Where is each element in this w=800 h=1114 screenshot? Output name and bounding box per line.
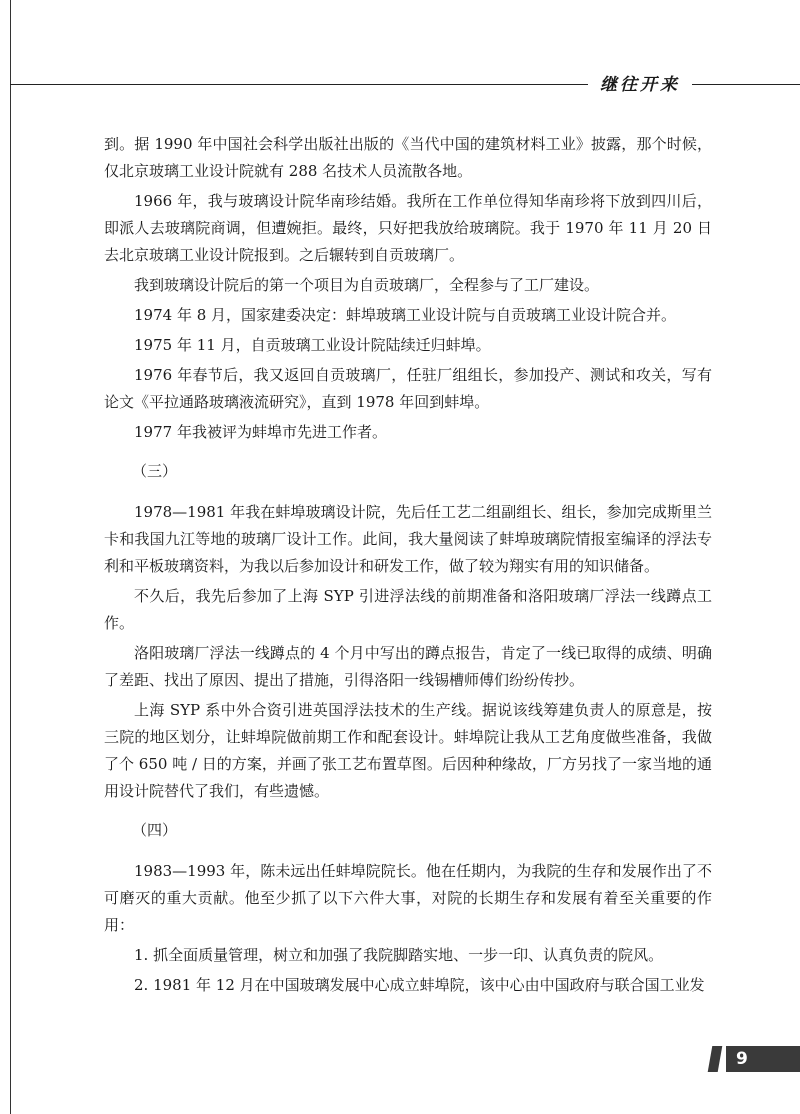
- paragraph: 我到玻璃设计院后的第一个项目为自贡玻璃厂，全程参与了工厂建设。: [134, 276, 600, 294]
- paragraph: 不久后，我先后参加了上海 SYP 引进浮法线的前期准备和洛阳玻璃厂浮法一线蹲点工作。: [104, 587, 712, 632]
- body-text: [104, 131, 712, 1002]
- list-item: 2. 1981 年 12 月在中国玻璃发展中心成立蚌埠院，该中心由中国政府与联合国工业发: [134, 976, 705, 994]
- paragraph: 1974 年 8 月，国家建委决定：蚌埠玻璃工业设计院与自贡玻璃工业设计院合并。: [134, 306, 677, 324]
- list-item: 1. 抓全面质量管理，树立和加强了我院脚踏实地、一步一印、认真负责的院风。: [134, 946, 664, 964]
- paragraph: 1983—1993 年，陈未远出任蚌埠院院长。他在任期内，为我院的生存和发展作出了不可磨灭的重大贡献。他至少抓了以下六件大事，对院的长期生存和发展有着至关重要的作用：: [104, 862, 712, 934]
- paragraph: 上海 SYP 系中外合资引进英国浮法技术的生产线。据说该线筹建负责人的原意是，按三院的地区划分，让蚌埠院做前期工作和配套设计。蚌埠院让我从工艺角度做些准备，我做了个 650 吨 / 日的方案，并画了张工艺布置草图。后因种种缘故，厂方另找了一家当地的通用设计院替代了我们，有些遗憾。: [104, 701, 712, 800]
- section-heading: （四）: [132, 821, 178, 839]
- paragraph: 1977 年我被评为蚌埠市先进工作者。: [134, 423, 387, 441]
- page-number: 9: [726, 1046, 800, 1072]
- paragraph: 1966 年，我与玻璃设计院华南珍结婚。我所在工作单位得知华南珍将下放到四川后，即派人去玻璃院商调，但遭婉拒。最终，只好把我放给玻璃院。我于 1970 年 11 月 20 日去北京玻璃工业设计院报到。之后辗转到自贡玻璃厂。: [104, 192, 712, 264]
- paragraph: 1975 年 11 月，自贡玻璃工业设计院陆续迁归蚌埠。: [134, 336, 491, 354]
- footer-accent-bar: [708, 1046, 723, 1072]
- running-header-title: 继往开来: [588, 74, 692, 96]
- paragraph: 洛阳玻璃厂浮法一线蹲点的 4 个月中写出的蹲点报告，肯定了一线已取得的成绩、明确了差距、找出了原因、提出了措施，引得洛阳一线锡槽师傅们纷纷传抄。: [104, 644, 712, 689]
- paragraph: 到。据 1990 年中国社会科学出版社出版的《当代中国的建筑材料工业》披露，那个时候，仅北京玻璃工业设计院就有 288 名技术人员流散各地。: [104, 135, 712, 180]
- section-heading: （三）: [132, 462, 178, 480]
- paragraph: 1976 年春节后，我又返回自贡玻璃厂，任驻厂组组长，参加投产、测试和攻关，写有论文《平拉通路玻璃液流研究》，直到 1978 年回到蚌埠。: [104, 366, 712, 411]
- page-left-border: [10, 0, 11, 1114]
- paragraph: 1978—1981 年我在蚌埠玻璃设计院，先后任工艺二组副组长、组长，参加完成斯里兰卡和我国九江等地的玻璃厂设计工作。此间，我大量阅读了蚌埠玻璃院情报室编译的浮法专利和平板玻璃资料，为我以后参加设计和研发工作，做了较为翔实有用的知识储备。: [104, 503, 712, 575]
